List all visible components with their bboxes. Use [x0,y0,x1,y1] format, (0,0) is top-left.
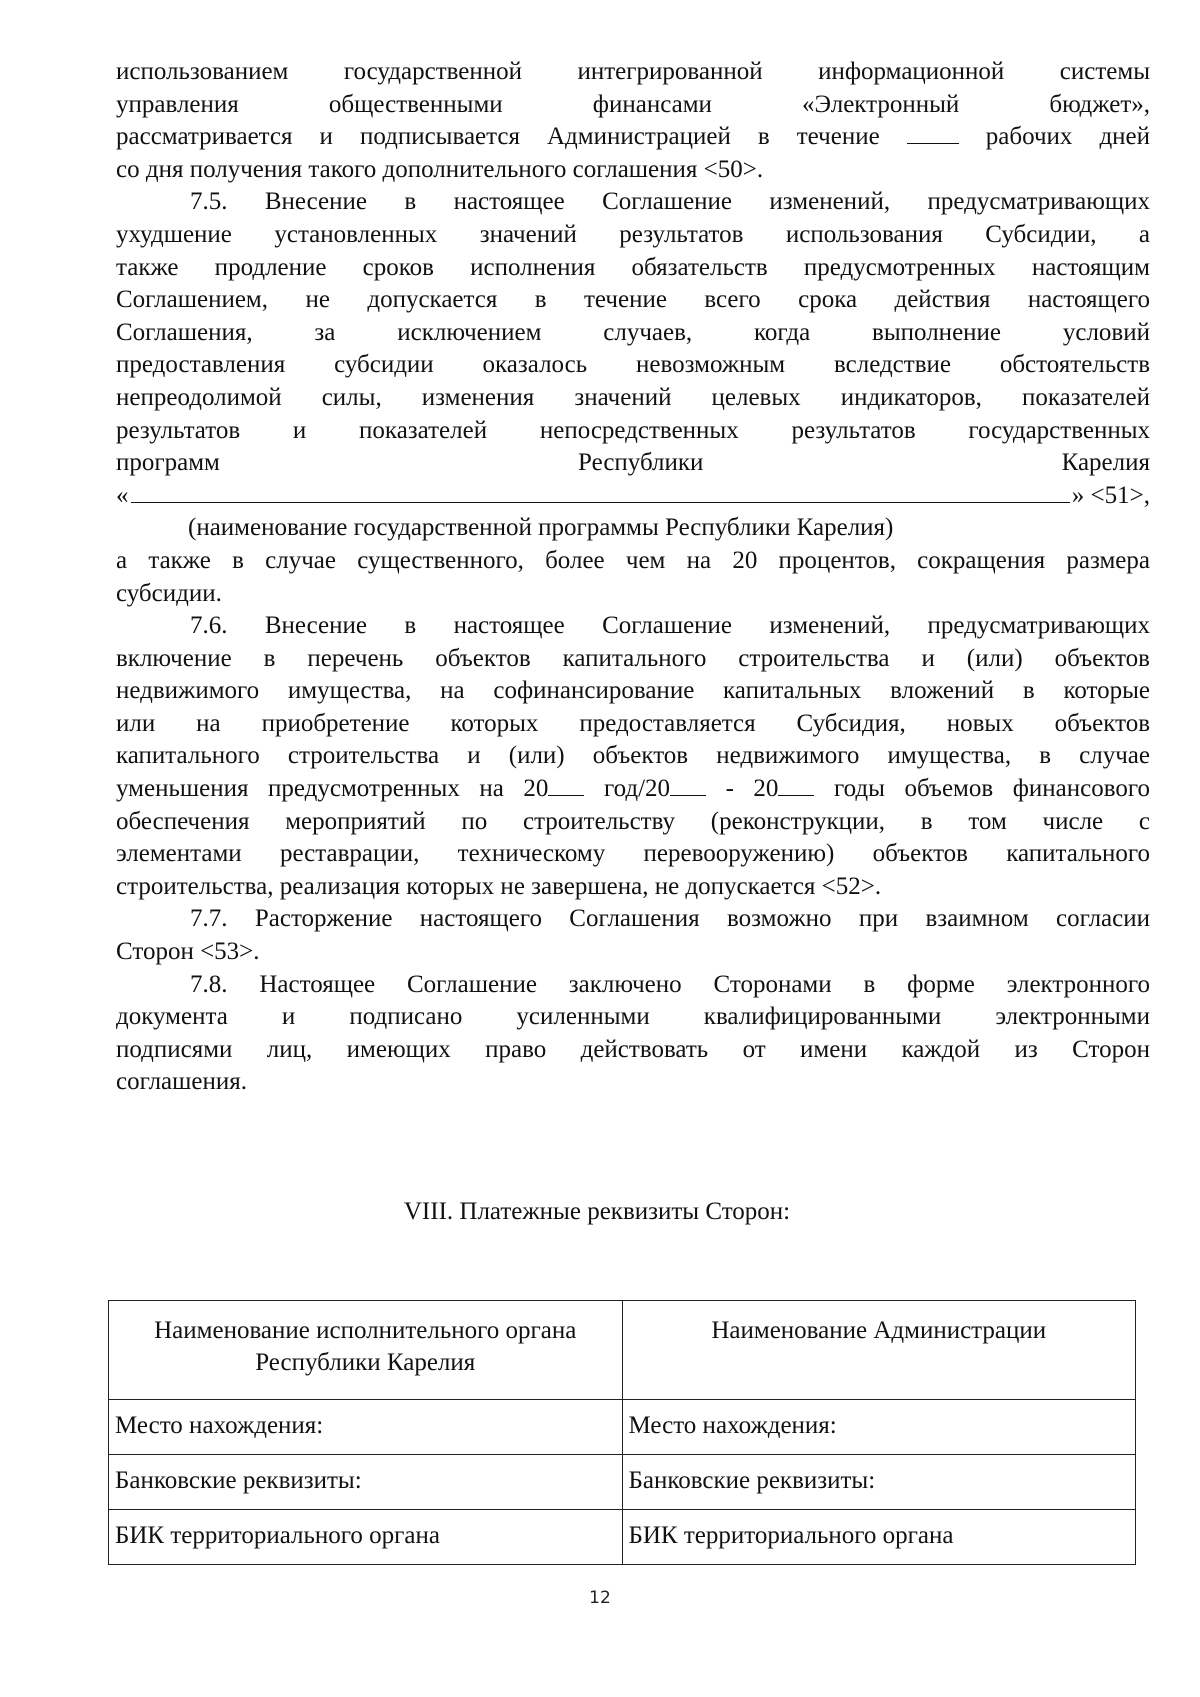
table-cell-left: Место нахождения: [109,1400,623,1455]
text-line: Соглашением, не допускается в течение всего срока действия настоящего [116,286,1150,314]
text-line: включение в перечень объектов капитального строительства и (или) объектов [116,644,1150,672]
text-fragment: годы объемов финансового [814,775,1151,803]
text-line [116,773,1150,806]
text-line: результатов и показателей непосредственных результатов государственных [116,416,1150,444]
paragraph-7-6 [116,610,1150,903]
table-cell-right: Банковские реквизиты: [622,1455,1136,1510]
blank-days-field [907,121,959,144]
table-header-row [109,1301,1136,1400]
text-line: подписями лиц, имеющих право действовать от имени каждой из Сторон [116,1035,1150,1063]
text-fragment: рабочих дней [985,123,1151,151]
program-name-blank [131,480,1070,503]
table-cell-right: БИК территориального органа [622,1510,1136,1565]
text-line: предоставления субсидии оказалось невозможным вследствие обстоятельств [116,351,1150,379]
text-line [116,610,1150,643]
program-name-field-row [116,480,1150,513]
text-line: Сторон <53>. [116,938,260,966]
text-line: элементами реставрации, техническому перевооружению) объектов капитального [116,840,1150,868]
text-line: документа и подписано усиленными квалифицированными электронными [116,1003,1150,1031]
text-line: управления общественными финансами «Электронный бюджет», [116,90,1150,118]
text-line: Соглашения, за исключением случаев, когда выполнение условий [116,318,1150,346]
text-line: также продление сроков исполнения обязательств предусмотренных настоящим [116,253,1150,281]
paragraph-7-5 [116,186,1150,610]
paragraph-7-7 [116,903,1150,968]
table-row [109,1455,1136,1510]
table-row [109,1510,1136,1565]
text-line: использованием государственной интегрированной информационной системы [116,58,1150,85]
text-fragment: рассматривается и подписывается Администрацией в течение [116,123,880,151]
text-fragment: 7.6. Внесение в настоящее Соглашение изменений, предусматривающих [190,612,1150,640]
document-body [116,56,1150,1228]
paragraph-7-8 [116,969,1150,1099]
text-line [116,903,1150,936]
text-line: программ Республики Карелия [116,449,1150,477]
section-title: VIII. Платежные реквизиты Сторон: [403,1198,791,1225]
page-number: 12 [589,1588,611,1608]
table-cell-left: БИК территориального органа [109,1510,623,1565]
quote-close-footnote: » <51>, [1071,481,1150,509]
table-cell-right: Место нахождения: [622,1400,1136,1455]
vertical-spacer [116,1099,1150,1196]
table-header-cell-right: Наименование Администрации [622,1301,1136,1400]
text-fragment: уменьшения предусмотренных на 20 [116,775,549,803]
blank-year-field [778,773,814,796]
text-line: со дня получения такого дополнительного соглашения <50>. [116,155,764,183]
text-fragment: 7.7. Расторжение настоящего Соглашения возможно при взаимном согласии [190,905,1150,933]
text-line: непреодолимой силы, изменения значений целевых индикаторов, показателей [116,383,1150,411]
table-header-cell-left: Наименование исполнительного органа Республики Карелия [109,1301,623,1400]
text-fragment: 7.8. Настоящее Соглашение заключено Сторонами в форме электронного [190,970,1150,998]
payment-details-table [108,1300,1136,1565]
blank-year-field [670,773,706,796]
text-line [116,969,1150,1002]
table-row [109,1400,1136,1455]
text-fragment: - 20 [706,775,779,803]
text-line: капитального строительства и (или) объектов недвижимого имущества, в случае [116,742,1150,770]
text-line: соглашения. [116,1068,248,1096]
quote-open: « [116,481,129,509]
text-line: обеспечения мероприятий по строительству (реконструкции, в том числе с [116,807,1150,835]
text-line: субсидии. [116,579,222,607]
text-line: строительства, реализация которых не завершена, не допускается <52>. [116,872,882,900]
blank-year-field [548,773,584,796]
text-line: недвижимого имущества, на софинансирование капитальных вложений в которые [116,677,1150,705]
program-name-caption: (наименование государственной программы Республики Карелия) [188,514,894,542]
paragraph-continuation [116,56,1150,186]
table-cell-left: Банковские реквизиты: [109,1455,623,1510]
text-line: ухудшение установленных значений результатов использования Субсидии, а [116,220,1150,248]
text-fragment: год/20 [584,775,671,803]
text-fragment: 7.5. Внесение в настоящее Соглашение изменений, предусматривающих [190,188,1150,216]
text-line [116,186,1150,219]
text-line: или на приобретение которых предоставляется Субсидия, новых объектов [116,709,1150,737]
text-line: а также в случае существенного, более чем на 20 процентов, сокращения размера [116,546,1150,574]
text-line [116,121,1150,154]
